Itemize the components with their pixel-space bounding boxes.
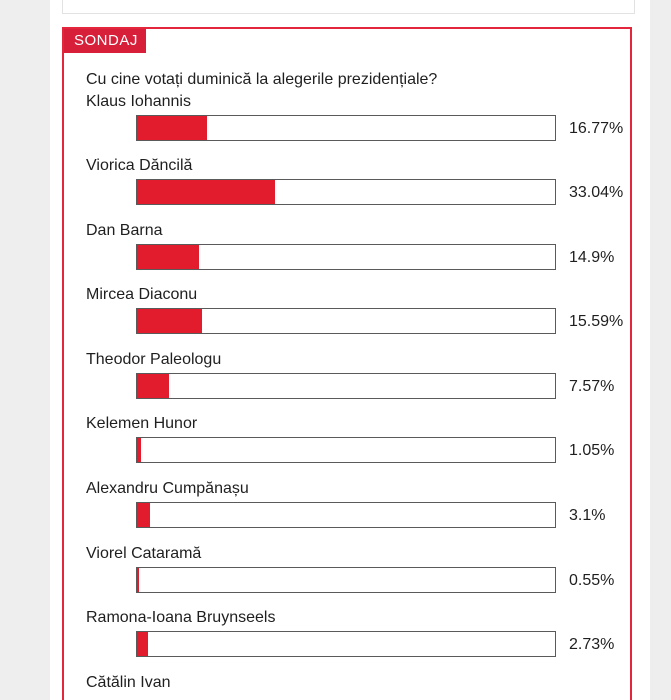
result-bar-fill (137, 374, 169, 398)
option-label: Ramona-Ioana Bruynseels (86, 609, 276, 626)
poll-question: Cu cine votați duminică la alegerile prezidențiale? (86, 71, 438, 88)
option-label: Mircea Diaconu (86, 286, 198, 303)
option-label: Dan Barna (86, 222, 163, 239)
result-bar (136, 437, 556, 463)
poll-option-diaconu[interactable] (86, 286, 626, 350)
poll-option-bruynseels[interactable] (86, 609, 626, 673)
option-label: Cătălin Ivan (86, 674, 171, 691)
poll-option-paleologu[interactable] (86, 351, 626, 415)
content-column (50, 0, 650, 700)
poll-tag: SONDAJ (64, 29, 146, 53)
option-label: Viorica Dăncilă (86, 157, 193, 174)
result-bar (136, 567, 556, 593)
result-bar-fill (137, 503, 150, 527)
poll-option-barna[interactable] (86, 222, 626, 286)
option-percent: 2.73% (569, 636, 615, 653)
poll-option-dancila[interactable] (86, 157, 626, 221)
option-label: Kelemen Hunor (86, 415, 198, 432)
option-label: Klaus Iohannis (86, 93, 191, 110)
poll-widget (62, 27, 632, 700)
poll-option-ivan[interactable] (86, 674, 626, 700)
poll-option-kelemen[interactable] (86, 415, 626, 479)
result-bar (136, 631, 556, 657)
option-label: Alexandru Cumpănașu (86, 480, 249, 497)
poll-option-catarama[interactable] (86, 545, 626, 609)
result-bar-fill (137, 438, 141, 462)
option-percent: 33.04% (569, 184, 624, 201)
result-bar (136, 373, 556, 399)
option-label: Theodor Paleologu (86, 351, 222, 368)
result-bar-fill (137, 245, 199, 269)
result-bar-fill (137, 180, 275, 204)
result-bar (136, 179, 556, 205)
poll-option-iohannis[interactable] (86, 93, 626, 157)
result-bar-fill (137, 568, 139, 592)
poll-option-cumpanasu[interactable] (86, 480, 626, 544)
result-bar-fill (137, 309, 202, 333)
result-bar (136, 115, 556, 141)
result-bar (136, 502, 556, 528)
option-percent: 3.1% (569, 507, 606, 524)
result-bar-fill (137, 632, 148, 656)
option-percent: 1.05% (569, 442, 615, 459)
option-percent: 0.55% (569, 572, 615, 589)
result-bar (136, 244, 556, 270)
result-bar (136, 308, 556, 334)
result-bar-fill (137, 116, 207, 140)
option-percent: 16.77% (569, 120, 624, 137)
previous-widget-card (62, 0, 635, 14)
option-percent: 14.9% (569, 249, 615, 266)
option-percent: 7.57% (569, 378, 615, 395)
option-percent: 15.59% (569, 313, 624, 330)
option-label: Viorel Cataramă (86, 545, 202, 562)
